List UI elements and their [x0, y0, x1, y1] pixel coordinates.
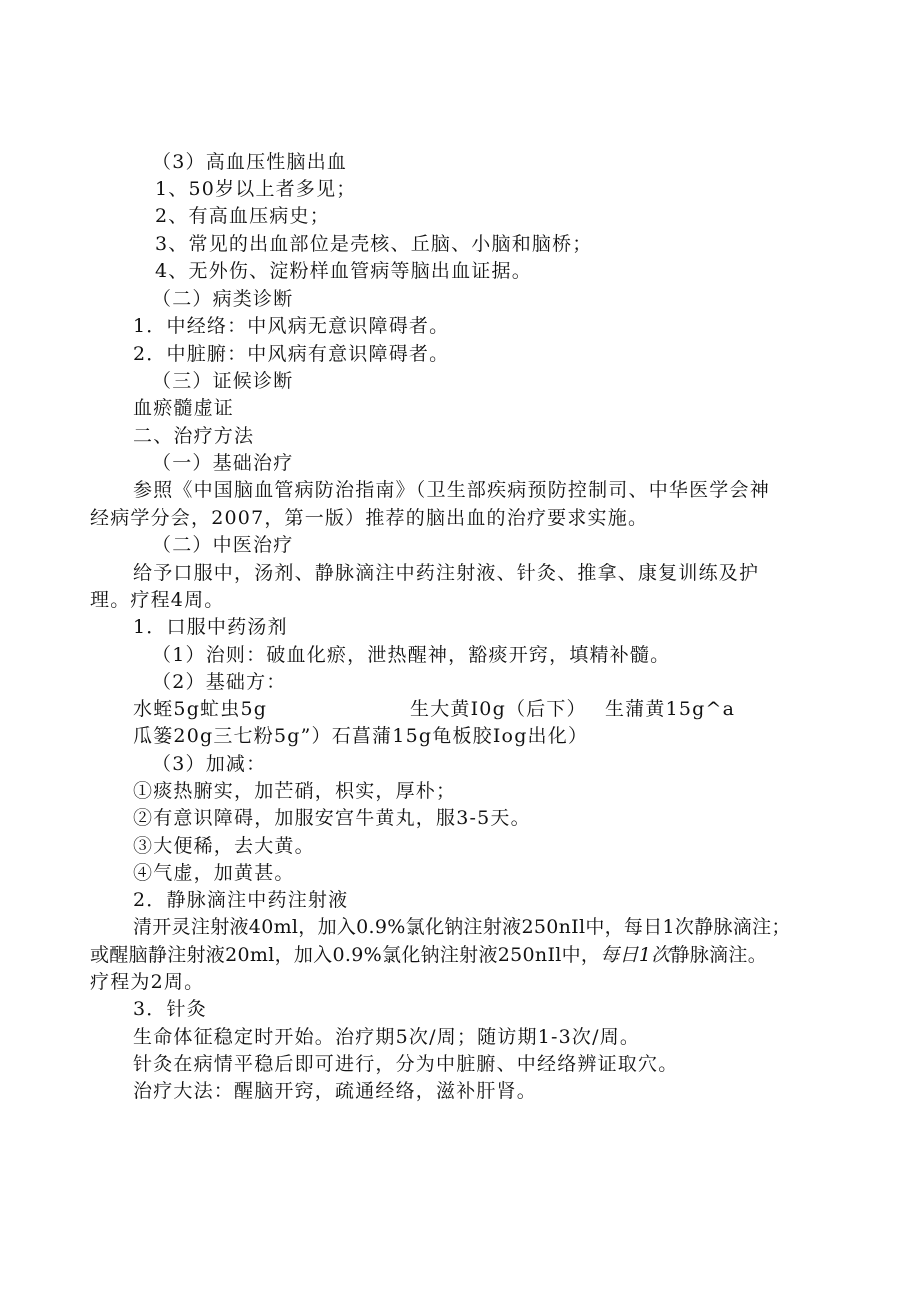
recipe-ingredients: 生大黄I0g（后下）	[410, 698, 587, 720]
recipe-ingredients: 水蛭5g虻虫5g	[133, 698, 268, 720]
list-item: 1．中经络：中风病无意识障碍者。	[133, 315, 450, 337]
paragraph: 血瘀髓虚证	[133, 397, 235, 419]
paragraph: 疗程为2周。	[90, 971, 205, 993]
list-item: 2．中脏腑：中风病有意识障碍者。	[133, 343, 450, 365]
section-heading: 1．口服中药汤剂	[133, 616, 288, 638]
section-heading: （二）中医治疗	[152, 534, 294, 556]
paragraph: 经病学分会，2007，第一版）推荐的脑出血的治疗要求实施。	[90, 507, 649, 529]
italic-text: 每日1次	[600, 944, 671, 966]
list-item: 1、50岁以上者多见；	[155, 178, 357, 200]
paragraph: 生命体征稳定时开始。治疗期5次/周；随访期1-3次/周。	[133, 1026, 641, 1048]
section-heading: （3）高血压性脑出血	[152, 151, 348, 173]
list-item: 4、无外伤、淀粉样血管病等脑出血证据。	[155, 260, 532, 282]
paragraph: 治疗大法：醒脑开窍，疏通经络，滋补肝肾。	[133, 1080, 538, 1102]
paragraph: 理。疗程4周。	[90, 589, 225, 611]
recipe-ingredients: 瓜篓20g三七粉5g”）石菖蒲15g龟板胶Iog出化）	[133, 725, 589, 747]
list-item: 2、有高血压病史；	[155, 205, 330, 227]
list-item: ①痰热腑实，加芒硝，枳实，厚朴；	[133, 780, 457, 802]
paragraph: （1）治则：破血化瘀，泄热醒神，豁痰开窍，填精补髓。	[152, 644, 671, 666]
list-item: 3、常见的出血部位是壳核、丘脑、小脑和脑桥；	[155, 233, 593, 255]
list-item: ②有意识障碍，加服安宫牛黄丸，服3-5天。	[133, 807, 531, 829]
section-heading: （一）基础治疗	[152, 452, 294, 474]
paragraph: 清开灵注射液40ml，加入0.9%氯化钠注射液250nIl中，每日1次静脉滴注；	[133, 916, 791, 938]
section-heading: 3．针灸	[133, 998, 207, 1020]
paragraph: 针灸在病情平稳后即可进行，分为中脏腑、中经络辨证取穴。	[133, 1053, 679, 1075]
list-item: ④气虚，加黄甚。	[133, 862, 295, 884]
paragraph: （3）加减：	[152, 753, 267, 775]
paragraph: 给予口服中，汤剂、静脉滴注中药注射液、针灸、推拿、康复训练及护	[133, 562, 760, 584]
paragraph-text: 静脉滴注。	[670, 944, 768, 966]
paragraph-text: 或醒脑静注射液20ml，加入0.9%氯化钠注射液250nIl中，	[90, 944, 601, 966]
section-heading: 二、治疗方法	[133, 425, 255, 447]
recipe-ingredients: 生蒲黄15g^a	[605, 698, 736, 720]
list-item: ③大便稀，去大黄。	[133, 835, 315, 857]
paragraph	[90, 943, 767, 967]
section-heading: （三）证候诊断	[152, 370, 294, 392]
paragraph: 参照《中国脑血管病防治指南》（卫生部疾病预防控制司、中华医学会神	[133, 479, 770, 501]
paragraph: （2）基础方：	[152, 671, 287, 693]
section-heading: （二）病类诊断	[152, 288, 294, 310]
section-heading: 2．静脉滴注中药注射液	[133, 889, 349, 911]
